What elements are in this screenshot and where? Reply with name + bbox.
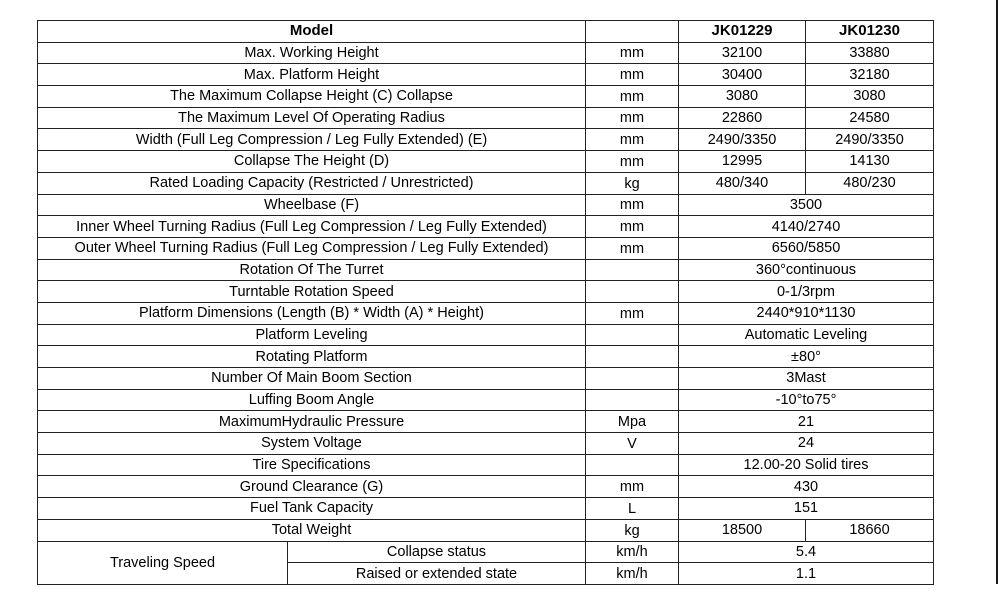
unit-cell xyxy=(586,454,679,476)
param-label: Wheelbase (F) xyxy=(38,194,586,216)
param-label: System Voltage xyxy=(38,433,586,455)
unit-cell xyxy=(586,259,679,281)
table-row xyxy=(38,129,934,151)
model-a-value: 480/340 xyxy=(679,172,806,194)
model-b-value: 14130 xyxy=(806,151,934,173)
table-row xyxy=(38,216,934,238)
shared-value-cell: ±80° xyxy=(679,346,934,368)
unit-cell xyxy=(586,324,679,346)
table-header-row xyxy=(38,21,934,43)
param-label: The Maximum Level Of Operating Radius xyxy=(38,107,586,129)
unit-cell: mm xyxy=(586,476,679,498)
table-row xyxy=(38,411,934,433)
unit-cell: kg xyxy=(586,172,679,194)
shared-value-cell: 3500 xyxy=(679,194,934,216)
unit-header xyxy=(586,21,679,43)
unit-cell: mm xyxy=(586,42,679,64)
param-label: Rotation Of The Turret xyxy=(38,259,586,281)
spec-table-body xyxy=(38,21,934,585)
param-label: Outer Wheel Turning Radius (Full Leg Compression / Leg Fully Extended) xyxy=(38,237,586,259)
model-a-value: 12995 xyxy=(679,151,806,173)
unit-cell xyxy=(586,368,679,390)
shared-value-cell: 24 xyxy=(679,433,934,455)
param-label: The Maximum Collapse Height (C) Collapse xyxy=(38,86,586,108)
table-row xyxy=(38,64,934,86)
model-b-value: 24580 xyxy=(806,107,934,129)
table-row xyxy=(38,454,934,476)
table-row xyxy=(38,151,934,173)
shared-value-cell: 1.1 xyxy=(679,563,934,585)
param-label: MaximumHydraulic Pressure xyxy=(38,411,586,433)
unit-cell: mm xyxy=(586,129,679,151)
shared-value-cell: 6560/5850 xyxy=(679,237,934,259)
table-row xyxy=(38,476,934,498)
param-label: Platform Leveling xyxy=(38,324,586,346)
param-label: Max. Platform Height xyxy=(38,64,586,86)
model-a-value: 22860 xyxy=(679,107,806,129)
shared-value-cell: 3Mast xyxy=(679,368,934,390)
model-header: Model xyxy=(38,21,586,43)
model-a-value: 2490/3350 xyxy=(679,129,806,151)
table-row xyxy=(38,324,934,346)
model-a-header: JK01229 xyxy=(679,21,806,43)
param-label: Fuel Tank Capacity xyxy=(38,498,586,520)
spec-table xyxy=(37,20,934,585)
unit-cell: L xyxy=(586,498,679,520)
table-row xyxy=(38,194,934,216)
shared-value-cell: Automatic Leveling xyxy=(679,324,934,346)
unit-cell xyxy=(586,281,679,303)
table-row xyxy=(38,368,934,390)
unit-cell xyxy=(586,346,679,368)
unit-cell: km/h xyxy=(586,563,679,585)
unit-cell: mm xyxy=(586,107,679,129)
traveling-sub-label: Raised or extended state xyxy=(288,563,586,585)
traveling-sub-label: Collapse status xyxy=(288,541,586,563)
unit-cell: mm xyxy=(586,86,679,108)
table-row xyxy=(38,389,934,411)
model-a-value: 3080 xyxy=(679,86,806,108)
model-b-value: 32180 xyxy=(806,64,934,86)
table-row xyxy=(38,346,934,368)
shared-value-cell: -10°to75° xyxy=(679,389,934,411)
unit-cell: mm xyxy=(586,216,679,238)
shared-value-cell: 360°continuous xyxy=(679,259,934,281)
table-row xyxy=(38,541,934,563)
shared-value-cell: 430 xyxy=(679,476,934,498)
param-label: Inner Wheel Turning Radius (Full Leg Compression / Leg Fully Extended) xyxy=(38,216,586,238)
param-label: Tire Specifications xyxy=(38,454,586,476)
table-row xyxy=(38,498,934,520)
param-label: Rotating Platform xyxy=(38,346,586,368)
unit-cell: km/h xyxy=(586,541,679,563)
param-label: Max. Working Height xyxy=(38,42,586,64)
model-b-value: 3080 xyxy=(806,86,934,108)
table-row xyxy=(38,259,934,281)
unit-cell: V xyxy=(586,433,679,455)
shared-value-cell: 0-1/3rpm xyxy=(679,281,934,303)
table-row xyxy=(38,519,934,541)
table-row xyxy=(38,107,934,129)
unit-cell: mm xyxy=(586,64,679,86)
shared-value-cell: 2440*910*1130 xyxy=(679,302,934,324)
shared-value-cell: 4140/2740 xyxy=(679,216,934,238)
shared-value-cell: 151 xyxy=(679,498,934,520)
param-label: Luffing Boom Angle xyxy=(38,389,586,411)
model-b-value: 18660 xyxy=(806,519,934,541)
table-row xyxy=(38,42,934,64)
model-a-value: 30400 xyxy=(679,64,806,86)
unit-cell: mm xyxy=(586,194,679,216)
unit-cell: mm xyxy=(586,302,679,324)
shared-value-cell: 21 xyxy=(679,411,934,433)
right-edge-line xyxy=(996,0,998,584)
model-b-value: 480/230 xyxy=(806,172,934,194)
param-label: Ground Clearance (G) xyxy=(38,476,586,498)
param-label: Width (Full Leg Compression / Leg Fully Extended) (E) xyxy=(38,129,586,151)
model-b-value: 2490/3350 xyxy=(806,129,934,151)
unit-cell xyxy=(586,389,679,411)
model-b-header: JK01230 xyxy=(806,21,934,43)
param-label: Number Of Main Boom Section xyxy=(38,368,586,390)
table-row xyxy=(38,302,934,324)
shared-value-cell: 5.4 xyxy=(679,541,934,563)
unit-cell: kg xyxy=(586,519,679,541)
param-label: Collapse The Height (D) xyxy=(38,151,586,173)
table-row xyxy=(38,86,934,108)
unit-cell: mm xyxy=(586,151,679,173)
unit-cell: Mpa xyxy=(586,411,679,433)
traveling-speed-label: Traveling Speed xyxy=(38,541,288,584)
param-label: Platform Dimensions (Length (B) * Width (A) * Height) xyxy=(38,302,586,324)
model-a-value: 32100 xyxy=(679,42,806,64)
model-b-value: 33880 xyxy=(806,42,934,64)
param-label: Rated Loading Capacity (Restricted / Unrestricted) xyxy=(38,172,586,194)
param-label: Total Weight xyxy=(38,519,586,541)
param-label: Turntable Rotation Speed xyxy=(38,281,586,303)
model-a-value: 18500 xyxy=(679,519,806,541)
unit-cell: mm xyxy=(586,237,679,259)
table-row xyxy=(38,237,934,259)
table-row xyxy=(38,433,934,455)
shared-value-cell: 12.00-20 Solid tires xyxy=(679,454,934,476)
table-row xyxy=(38,281,934,303)
table-row xyxy=(38,172,934,194)
